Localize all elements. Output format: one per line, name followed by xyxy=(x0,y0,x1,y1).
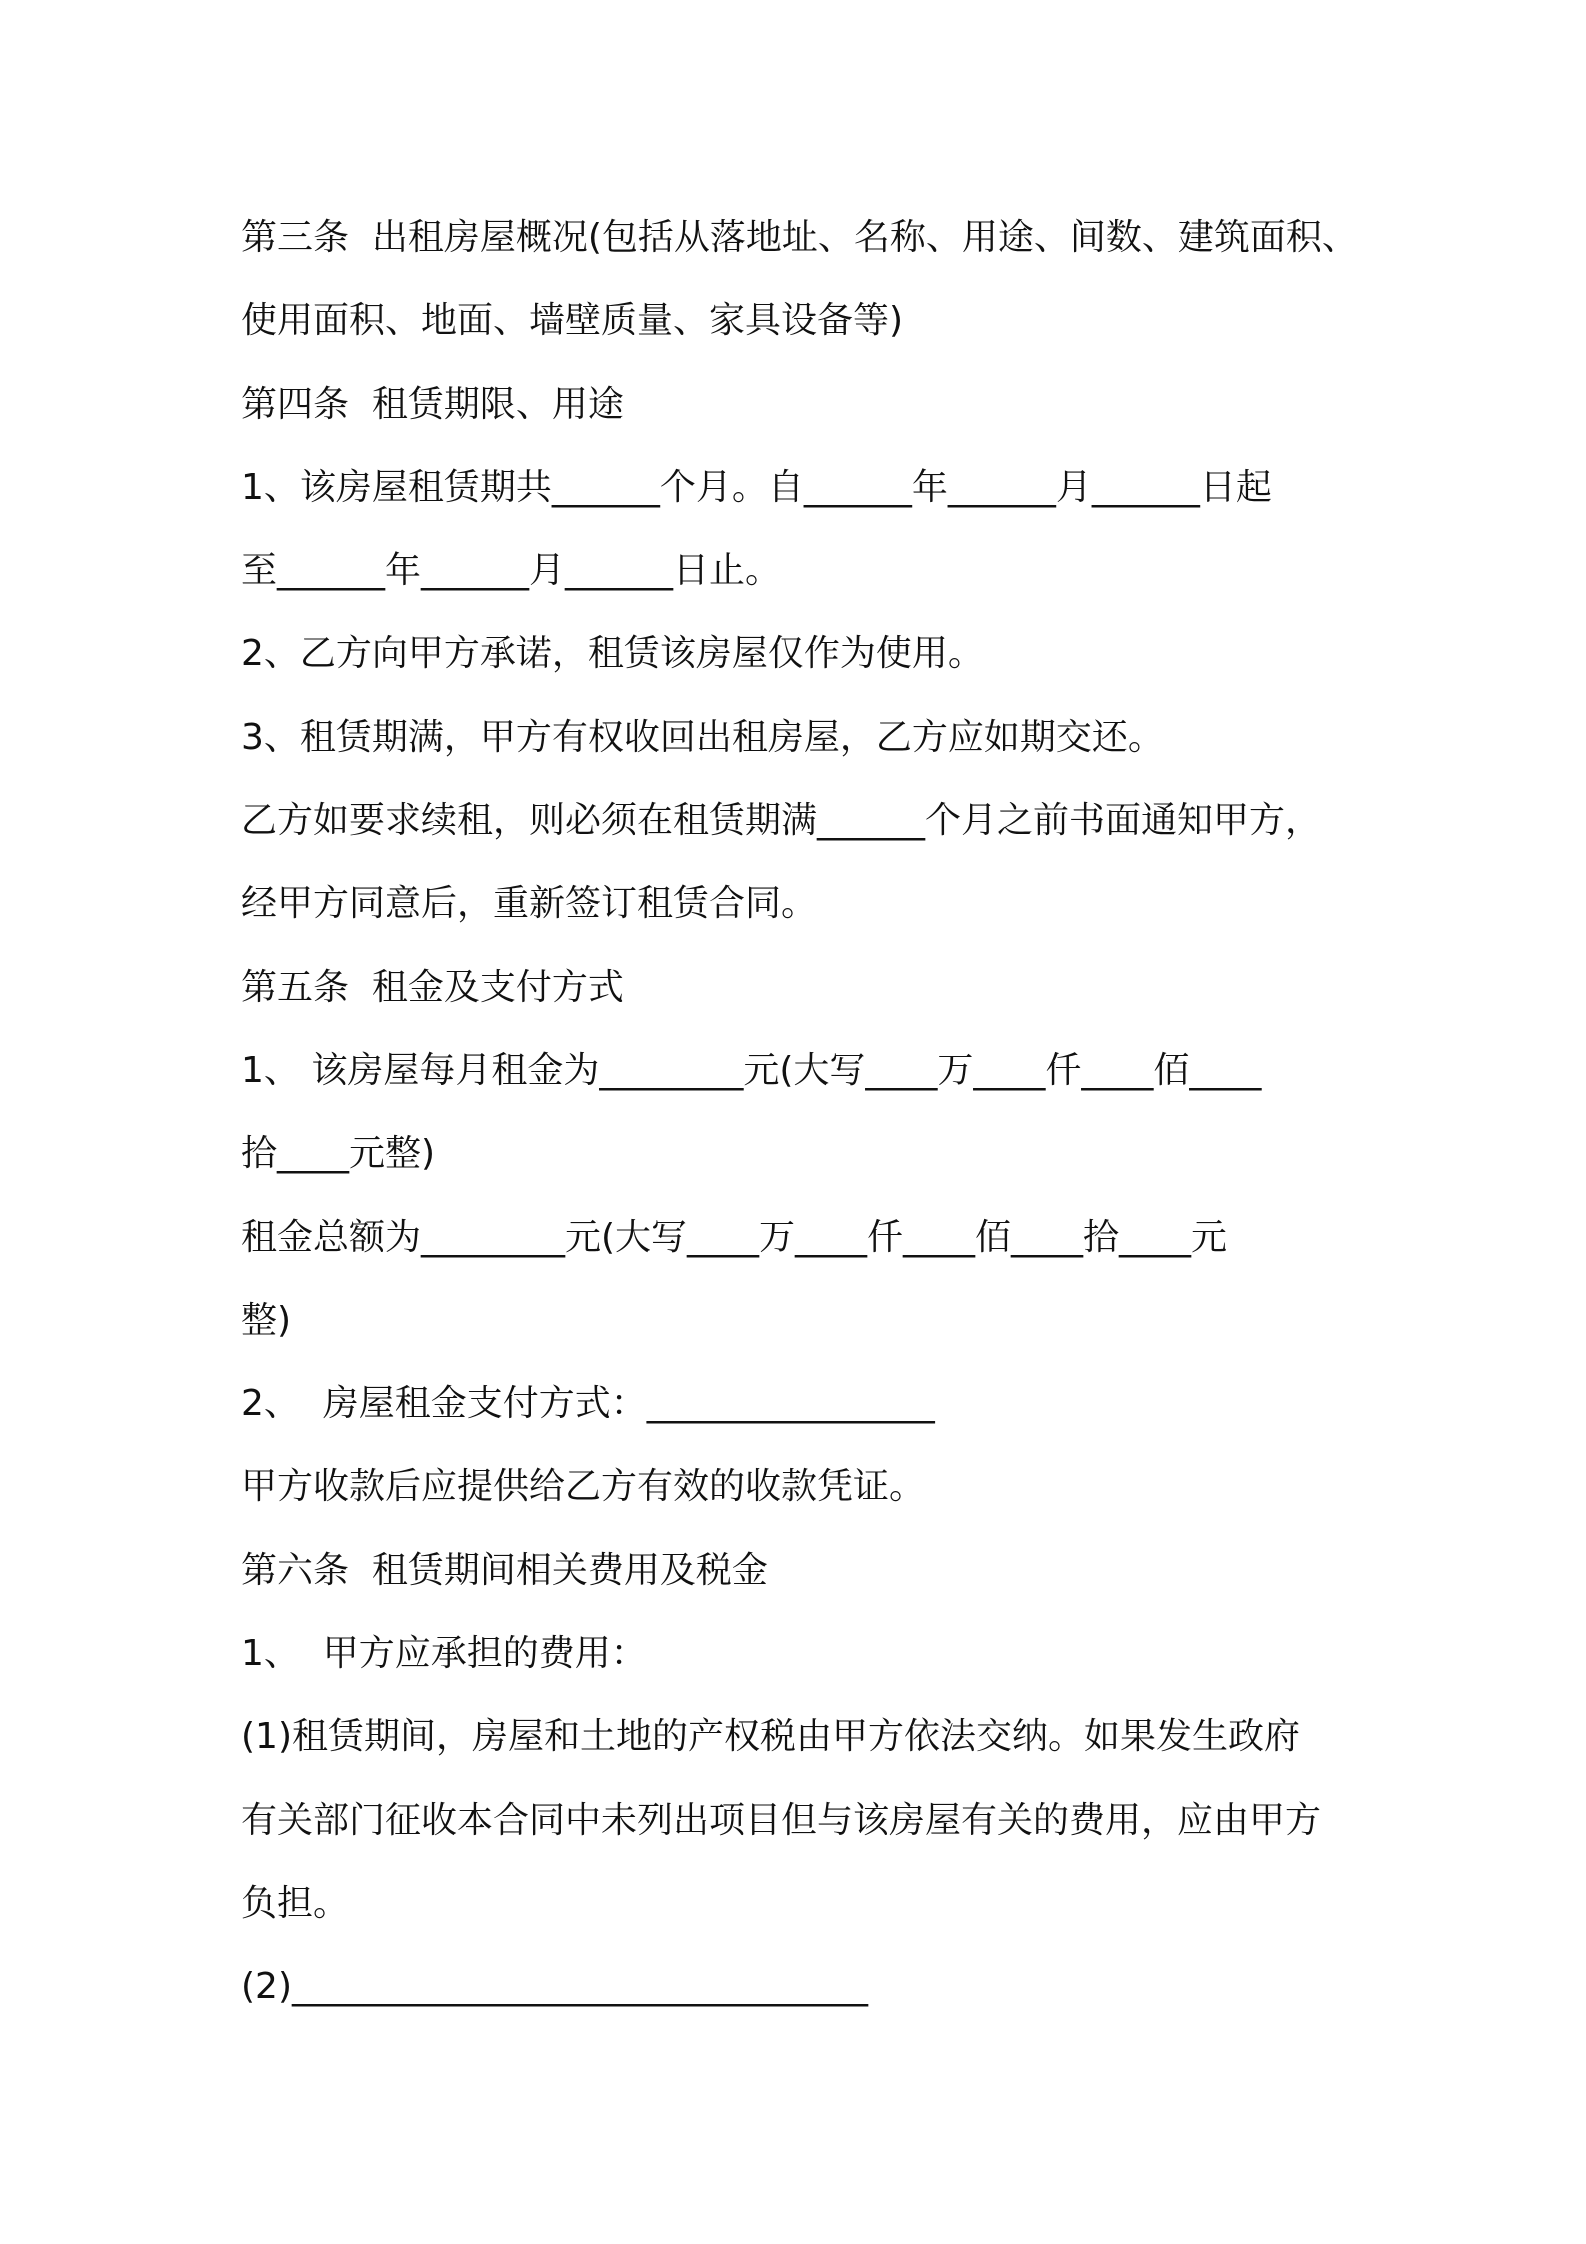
text-line: (2)________________________________ xyxy=(241,1966,868,2008)
clause-heading-3: 第三条 出租房屋概况(包括从落地址、名称、用途、间数、建筑面积、 xyxy=(241,217,1358,258)
clause-heading-6: 第六条 租赁期间相关费用及税金 xyxy=(241,1549,768,1591)
text-line: 乙方如要求续租，则必须在租赁期满______个月之前书面通知甲方， xyxy=(241,800,1322,842)
text-line: 有关部门征收本合同中未列出项目但与该房屋有关的费用，应由甲方 xyxy=(241,1799,1322,1841)
clause-heading-4: 第四条 租赁期限、用途 xyxy=(241,383,624,425)
text-line: 1、 该房屋每月租金为________元(大写____万____仟____佰____ xyxy=(241,1049,1262,1091)
text-line: 拾____元整) xyxy=(241,1133,436,1175)
text-line: 3、租赁期满，甲方有权收回出租房屋，乙方应如期交还。 xyxy=(241,716,1164,758)
text-line: 整) xyxy=(241,1299,292,1341)
text-line: 1、该房屋租赁期共______个月。自______年______月______日起 xyxy=(241,466,1272,508)
text-line: 负担。 xyxy=(241,1882,350,1924)
text-line: 2、乙方向甲方承诺，租赁该房屋仅作为使用。 xyxy=(241,633,984,675)
contract-text-body xyxy=(241,196,1361,2029)
text-line: 经甲方同意后，重新签订租赁合同。 xyxy=(241,883,818,925)
clause-heading-5: 第五条 租金及支付方式 xyxy=(241,966,624,1008)
text-line: 使用面积、地面、墙壁质量、家具设备等) xyxy=(241,300,904,342)
text-line: 2、 房屋租金支付方式：________________ xyxy=(241,1383,935,1425)
text-line: (1)租赁期间，房屋和土地的产权税由甲方依法交纳。如果发生政府 xyxy=(241,1716,1300,1758)
text-line: 至______年______月______日止。 xyxy=(241,550,782,592)
text-line: 租金总额为________元(大写____万____仟____佰____拾____元 xyxy=(241,1216,1228,1258)
text-line: 甲方收款后应提供给乙方有效的收款凭证。 xyxy=(241,1466,926,1508)
text-line: 1、 甲方应承担的费用： xyxy=(241,1633,647,1675)
